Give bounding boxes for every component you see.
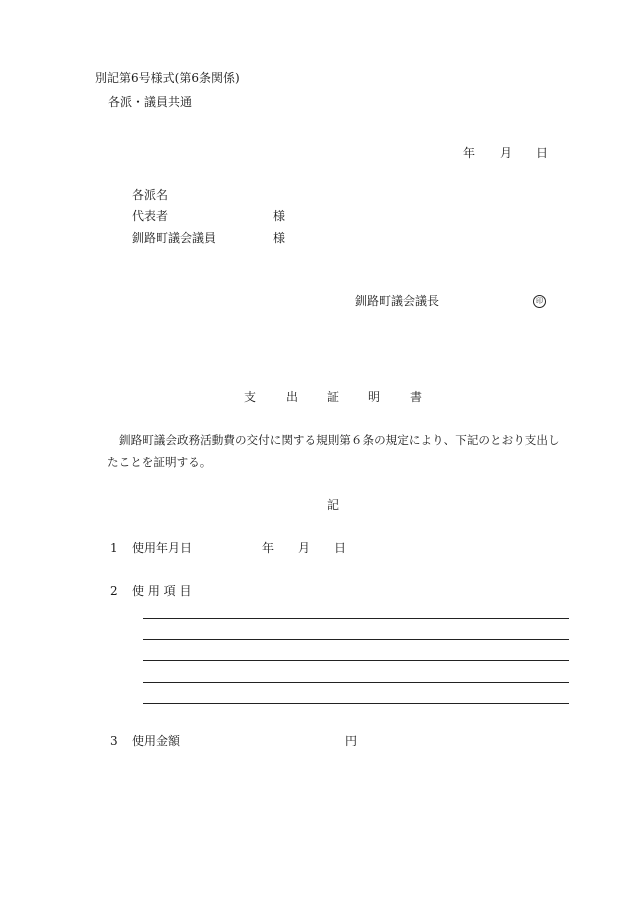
representative-label: 代表者 [132,209,169,223]
currency-unit: 円 [345,734,358,748]
seal-mark-icon: 印 [533,295,546,308]
form-number: 別記第6号様式(第6条関係) [95,71,240,85]
title-char: 証 [327,390,340,404]
entry-line [143,682,569,683]
title-char: 明 [368,390,381,404]
body-line-2: たことを証明する。 [107,455,212,469]
entry-line [143,660,569,661]
body-line-1: 釧路町議会政務活動費の交付に関する規則第６条の規定により、下記のとおり支出し [119,433,560,447]
date-year: 年 [463,146,476,160]
item-day: 日 [334,541,347,555]
ki-heading: 記 [327,498,340,512]
title-char: 書 [410,390,423,404]
item-number: 3 [110,734,118,748]
item-label: 使用金額 [132,734,181,748]
form-scope: 各派・議員共通 [108,95,193,109]
issuer-title: 釧路町議会議長 [355,294,440,308]
member-label: 釧路町議会議員 [132,231,217,245]
item-label: 使用年月日 [132,541,193,555]
item-number: 2 [110,584,118,598]
representative-honorific: 様 [273,209,286,223]
entry-line [143,703,569,704]
title-char: 支 [244,390,257,404]
date-day: 日 [536,146,549,160]
date-month: 月 [500,146,513,160]
item-label: 使 用 項 目 [132,584,192,598]
entry-line [143,639,569,640]
faction-label: 各派名 [132,188,169,202]
member-honorific: 様 [273,231,286,245]
item-year: 年 [262,541,275,555]
item-month: 月 [298,541,311,555]
entry-line [143,618,569,619]
title-char: 出 [286,390,299,404]
item-number: 1 [110,541,118,555]
